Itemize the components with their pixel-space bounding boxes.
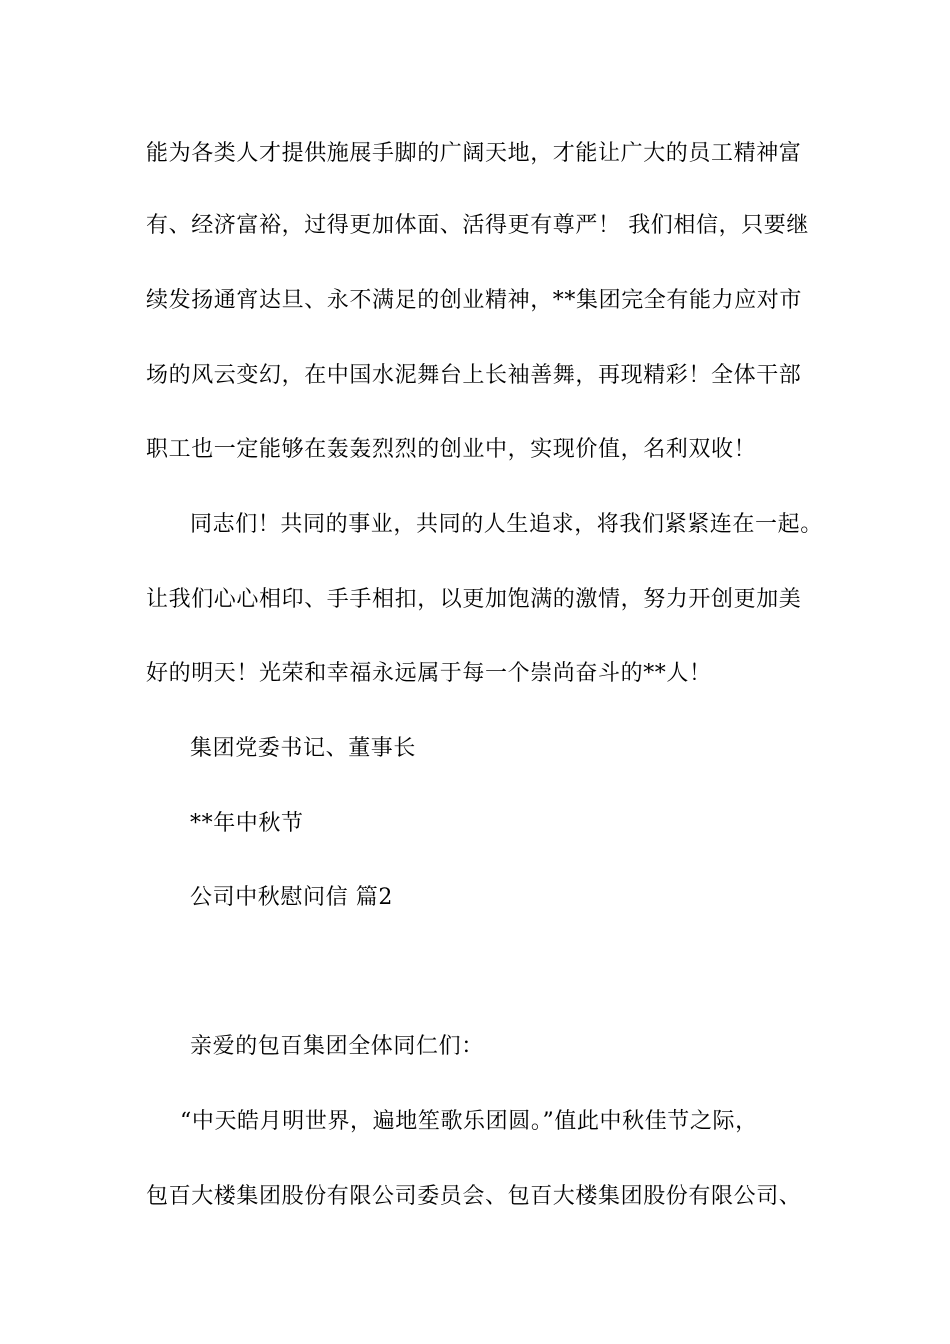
paragraph-line: 场的风云变幻，在中国水泥舞台上长袖善舞，再现精彩！全体干部 xyxy=(146,363,802,388)
section-heading: 公司中秋慰问信 篇2 xyxy=(190,885,393,910)
paragraph-line: 续发扬通宵达旦、永不满足的创业精神，**集团完全有能力应对市 xyxy=(146,288,803,313)
salutation: 亲爱的包百集团全体同仁们： xyxy=(190,1034,484,1059)
paragraph-line: 让我们心心相印、手手相扣，以更加饱满的激情，努力开创更加美 xyxy=(146,587,802,612)
paragraph-line: 好的明天！光荣和幸福永远属于每一个崇尚奋斗的**人！ xyxy=(146,661,712,686)
paragraph-line: 能为各类人才提供施展手脚的广阔天地，才能让广大的员工精神富 xyxy=(146,141,802,166)
signature-title: 集团党委书记、董事长 xyxy=(190,736,417,761)
paragraph-line: “中天皓月明世界，遍地笙歌乐团圆。”值此中秋佳节之际， xyxy=(180,1109,758,1134)
signature-date: **年中秋节 xyxy=(190,811,304,836)
paragraph-line: 有、经济富裕，过得更加体面、活得更有尊严！ 我们相信，只要继 xyxy=(146,213,809,238)
paragraph-line: 职工也一定能够在轰轰烈烈的创业中，实现价值，名利双收！ xyxy=(146,437,757,462)
paragraph-line: 包百大楼集团股份有限公司委员会、包百大楼集团股份有限公司、 xyxy=(146,1184,802,1209)
paragraph-line: 同志们！共同的事业，共同的人生追求，将我们紧紧连在一起。 xyxy=(190,512,823,537)
